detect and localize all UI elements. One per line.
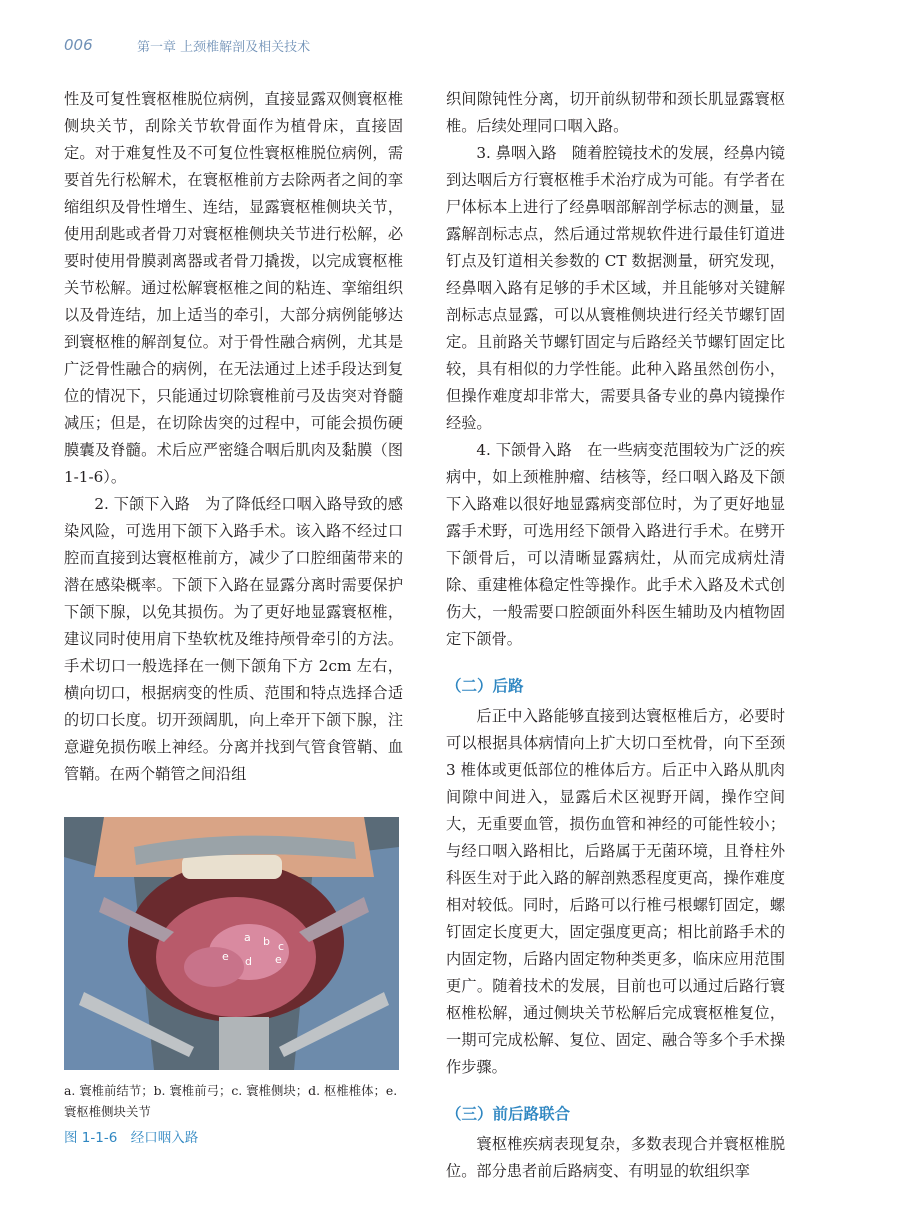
right-column	[446, 86, 785, 1185]
section-heading: （三）前后路联合	[446, 1105, 571, 1123]
figure-title: 图 1-1-6 经口咽入路	[64, 1130, 199, 1146]
paragraph: 3. 鼻咽入路 随着腔镜技术的发展，经鼻内镜到达咽后方行寰枢椎手术治疗成为可能。有学者在尸体标本上进行了经鼻咽部解剖学标志的测量，显露解剖标志点，然后通过常规软件进行最佳钉道进钉点及钉道相关参数的 CT 数据测量，研究发现，经鼻咽入路有足够的手术区域，并且能够对关键解剖标志点显露，可以从寰椎侧块进行经关节螺钉固定。且前路关节螺钉固定与后路经关节螺钉固定比较，具有相似的力学性能。此种入路虽然创伤小，但操作难度却非常大，需要具备专业的鼻内镜操作经验。	[446, 144, 785, 432]
paragraph: 织间隙钝性分离，切开前纵韧带和颈长肌显露寰枢椎。后续处理同口咽入路。	[446, 90, 785, 135]
photo-label: d	[245, 955, 252, 968]
paragraph: 性及可复性寰枢椎脱位病例，直接显露双侧寰枢椎侧块关节，刮除关节软骨面作为植骨床，直接固定。对于难复性及不可复位性寰枢椎脱位病例，需要首先行松解术，在寰枢椎前方去除两者之间的挛缩组织及骨性增生、连结，显露寰枢椎侧块关节，使用刮匙或者骨刀对寰枢椎侧块关节进行松解，必要时使用骨膜剥离器或者骨刀撬拨，以完成寰枢椎关节松解。通过松解寰枢椎之间的粘连、挛缩组织以及骨连结，加上适当的牵引，大部分病例能够达到寰枢椎的解剖复位。对于骨性融合病例，尤其是广泛骨性融合的病例，在无法通过上述手段达到复位的情况下，只能通过切除寰椎前弓及齿突对脊髓减压；但是，在切除齿突的过程中，可能会损伤硬膜囊及脊髓。术后应严密缝合咽后肌肉及黏膜（图 1-1-6）。	[64, 90, 403, 486]
photo-label: e	[275, 953, 282, 966]
page-number: 006	[64, 36, 93, 54]
paragraph: 后正中入路能够直接到达寰枢椎后方，必要时可以根据具体病情向上扩大切口至枕骨，向下至颈 3 椎体或更低部位的椎体后方。后正中入路从肌肉间隙中间进入，显露后术区视野开阔，操作空间大，无重要血管，损伤血管和神经的可能性较小；与经口咽入路相比，后路属于无菌环境，且脊柱外科医生对于此入路的解剖熟悉程度更高，操作难度相对较低。同时，后路可以行椎弓根螺钉固定，螺钉固定长度更大，固定强度更高；相比前路手术的内固定物，后路内固定物种类更多，临床应用范围更广。随着技术的发展，目前也可以通过后路行寰枢椎松解，通过侧块关节松解后完成寰枢椎复位，一期可完成松解、复位、固定、融合等多个手术操作步骤。	[446, 707, 785, 1076]
photo-label: c	[278, 940, 285, 953]
section-heading: （二）后路	[446, 677, 524, 695]
left-column	[64, 86, 403, 788]
photo-label: b	[263, 935, 270, 948]
photo-label: e	[222, 950, 229, 963]
photo-label: a	[244, 931, 251, 944]
paragraph: 寰枢椎疾病表现复杂，多数表现合并寰枢椎脱位。部分患者前后路病变、有明显的软组织挛	[446, 1135, 785, 1180]
chapter-header: 第一章 上颈椎解剖及相关技术	[137, 40, 311, 55]
figure-caption: a. 寰椎前结节；b. 寰椎前弓；c. 寰椎侧块；d. 枢椎椎体；e. 寰枢椎侧块关节	[64, 1083, 398, 1119]
surgical-photo-drawing	[64, 817, 399, 1070]
paragraph: 2. 下颌下入路 为了降低经口咽入路导致的感染风险，可选用下颌下入路手术。该入路不经过口腔而直接到达寰枢椎前方，减少了口腔细菌带来的潜在感染概率。下颌下入路在显露分离时需要保护下颌下腺，以免其损伤。为了更好地显露寰枢椎，建议同时使用肩下垫软枕及维持颅骨牵引的方法。手术切口一般选择在一侧下颌角下方 2cm 左右，横向切口，根据病变的性质、范围和特点选择合适的切口长度。切开颈阔肌，向上牵开下颌下腺，注意避免损伤喉上神经。分离并找到气管食管鞘、血管鞘。在两个鞘管之间沿组	[64, 495, 403, 783]
surgical-photo	[64, 817, 399, 1070]
paragraph: 4. 下颌骨入路 在一些病变范围较为广泛的疾病中，如上颈椎肿瘤、结核等，经口咽入路及下颌下入路难以很好地显露病变部位时，为了更好地显露手术野，可选用经下颌骨入路进行手术。在劈开下颌骨后，可以清晰显露病灶，从而完成病灶清除、重建椎体稳定性等操作。此手术入路及术式创伤大，一般需要口腔颌面外科医生辅助及内植物固定下颌骨。	[446, 441, 785, 648]
